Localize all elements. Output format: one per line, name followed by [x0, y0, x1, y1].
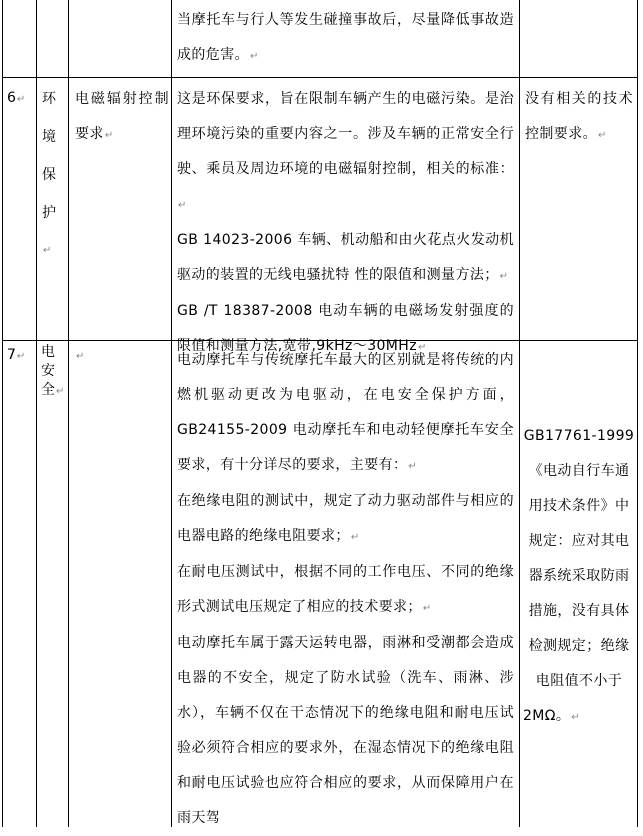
row-divider-1 [2, 77, 638, 78]
paragraph: 电动摩托车属于露天运转电器，雨淋和受潮都会造成电器的不安全，规定了防水试验（洗车、雨淋、涉水），车辆不仅在干态情况下的绝缘电阻和耐电压试验必须符合相应的要求外，在湿态情况下的绝缘电阻和耐电压试验也应符合相应的要求，从而保障用户在雨天驾 [177, 635, 514, 826]
paragraph: 在耐电压测试中，根据不同的工作电压、不同的绝缘形式测试电压规定了相应的技术要求；↵ [177, 564, 514, 615]
paragraph: 电动摩托车与传统摩托车最大的区别就是将传统的内燃机驱动更改为电驱动，在电安全保护方面，GB24155-2009 电动摩托车和电动轻便摩托车安全要求，有十分详尽的要求，主要有：↵ [177, 352, 514, 473]
row6-num: 6↵ [7, 90, 26, 106]
row6-category: 环 境 保 护 ↵ [42, 91, 56, 256]
table-border-right [637, 0, 638, 827]
paragraph: GB /T 18387-2008 电动车辆的电磁场发射强度的限值和测量方法,宽带,9kHz～30MHz↵ [177, 303, 514, 354]
row7-category: 电 安 全↵ [41, 344, 65, 398]
paragraph: 在绝缘电阻的测试中，规定了动力驱动部件与相应的电器电路的绝缘电阻要求；↵ [177, 493, 514, 544]
row6-col5: 没有相关的技术控制要求。↵ [525, 91, 633, 142]
row7-col5: GB17761-1999《电动自行车通用技术条件》中规定：应对其电器系统采取防雨措施，没有具体检测规定；绝缘电阻值不小于2MΩ。↵ [523, 428, 635, 724]
row7-item: ↵ [76, 351, 85, 362]
row-cont-col4 [177, 3, 514, 74]
row6-item: 电磁辐射控制要求↵ [75, 91, 169, 142]
paragraph: 这是环保要求，旨在限制车辆产生的电磁污染。是治理环境污染的重要内容之一。涉及车辆的正常安全行驶、乘员及周边环境的电磁辐射控制，相关的标准：↵ [177, 91, 514, 211]
col-divider-2 [68, 0, 69, 77]
paragraph: GB 14023-2006 车辆、机动船和由火花点火发动机驱动的装置的无线电骚扰特 性的限值和测量方法；↵ [177, 232, 514, 283]
col-divider-2c [68, 77, 69, 340]
row6-col4 [177, 82, 514, 365]
paragraph: 当摩托车与行人等发生碰撞事故后，尽量降低事故造成的危害。↵ [177, 12, 514, 63]
table-border-left [2, 0, 3, 827]
col-divider-4 [519, 0, 520, 827]
col-divider-1 [36, 0, 37, 827]
col-divider-2b [68, 340, 69, 827]
row7-col4 [177, 343, 514, 836]
col-divider-3 [171, 0, 172, 827]
row7-num: 7↵ [7, 347, 26, 363]
